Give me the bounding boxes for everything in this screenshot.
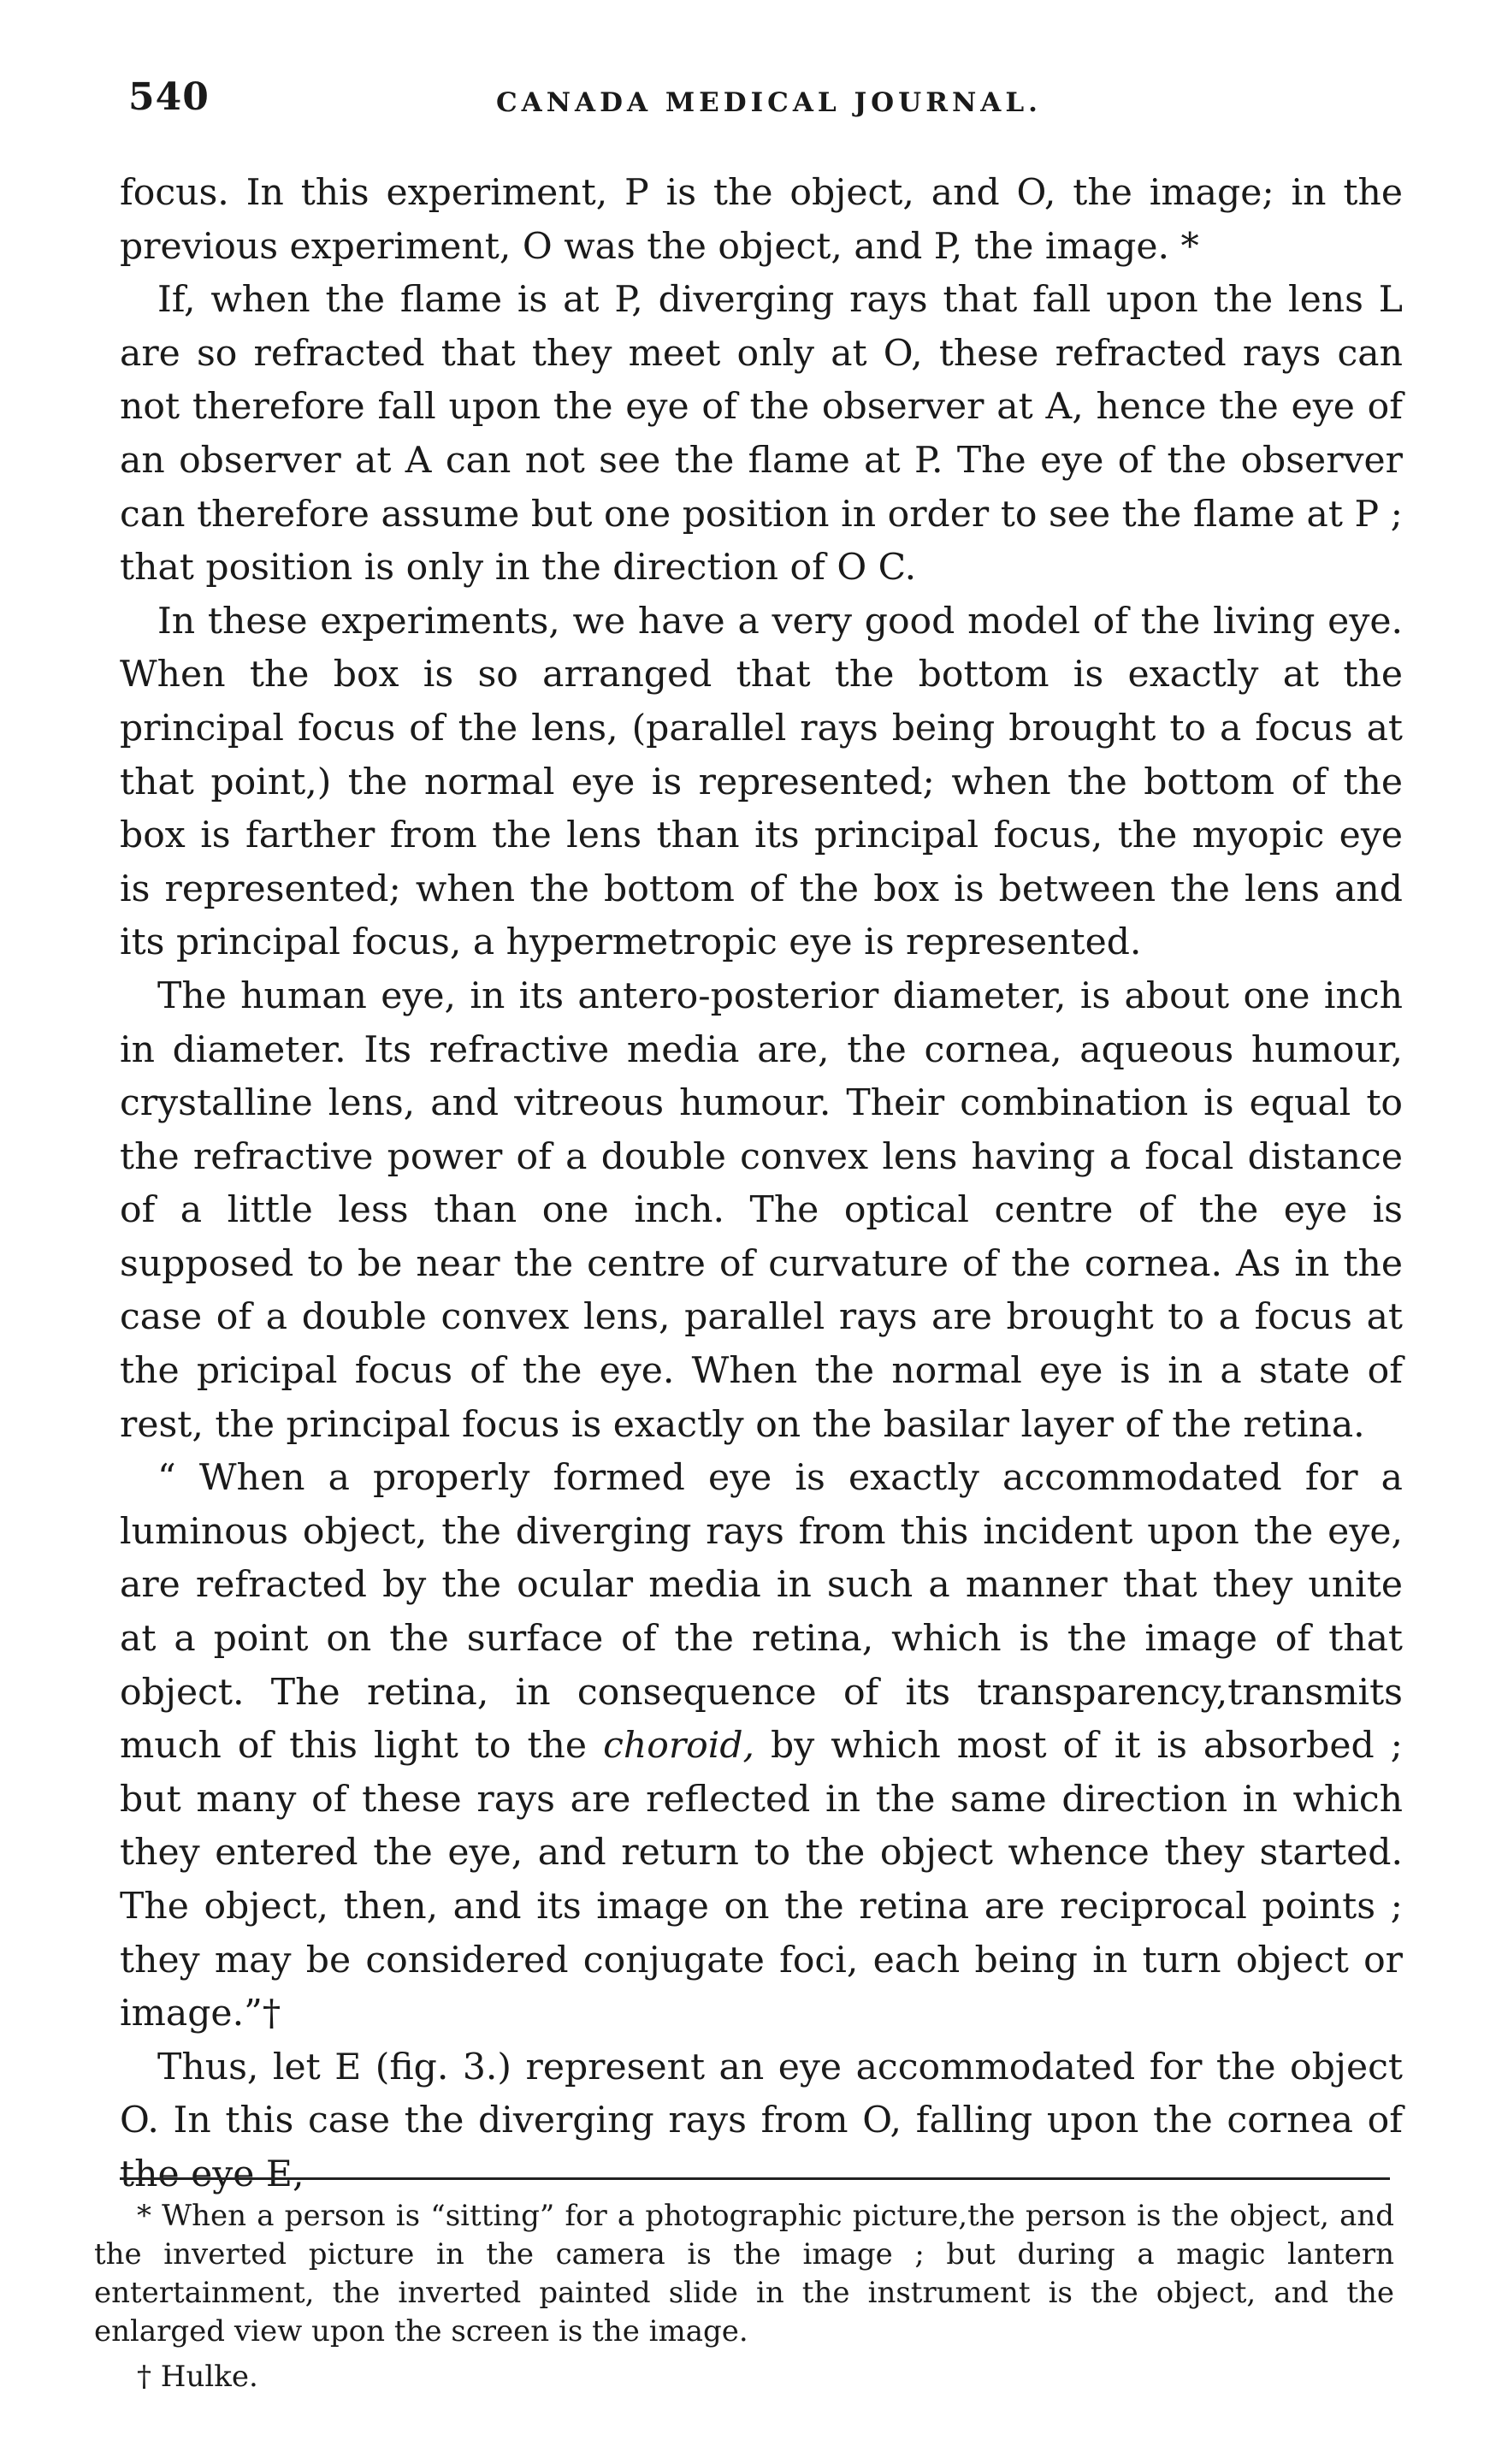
paragraph-5-quotation bbox=[120, 1452, 1403, 2041]
body-text bbox=[120, 167, 1403, 2202]
footnote-divider bbox=[120, 2177, 1390, 2180]
page-number: 540 bbox=[128, 75, 210, 119]
paragraph-1: focus. In this experiment, P is the object, and O, the image; in the previous experiment, O was the object, and P, the image. * bbox=[120, 172, 1403, 268]
paragraph-6: Thus, let E (fig. 3.) represent an eye accommodated for the object O. In this case the diverging rays from O, falling upon the cornea of the eye E, bbox=[120, 2046, 1403, 2195]
italic-term-choroid: choroid, bbox=[603, 1725, 755, 1768]
footnote-dagger: † Hulke. bbox=[137, 2360, 258, 2394]
paragraph-4: The human eye, in its antero-posterior diameter, is about one inch in diameter. Its refractive media are, the cornea, aqueous humour, crystalline lens, and vitreous humour. Their combination is equal to the refractive power of a double convex lens having a focal distance of a little less than one inch. The optical centre of the eye is supposed to be near the centre of curvature of the cornea. As in the case of a double convex lens, parallel rays are brought to a focus at the pricipal focus of the eye. When the normal eye is in a state of rest, the principal focus is exactly on the basilar layer of the retina. bbox=[120, 974, 1403, 1446]
footnote-asterisk: * When a person is “sitting” for a photographic picture,the person is the object, and the inverted picture in the camera is the image ; but during a magic lantern entertainment, the inverted painted slide in the instrument is the object, and the enlarged view upon the screen is the image. bbox=[94, 2199, 1394, 2348]
paragraph-3: In these experiments, we have a very good model of the living eye. When the box is so arranged that the bottom is exactly at the principal focus of the lens, (parallel rays being brought to a focus at that point,) the normal eye is represented; when the bottom of the box is farther from the lens than its principal focus, the myopic eye is represented; when the bottom of the box is between the lens and its principal focus, a hypermetropic eye is represented. bbox=[120, 600, 1403, 964]
page-header bbox=[128, 75, 1403, 135]
quotation-text-end: by which most of it is absorbed ; but many of these rays are reflected in the same direction in which they entered the eye, and return to the object whence they started. The object, then, and its image on the retina are reciprocal points ; they may be considered conjugate foci, each being in turn object or image.”† bbox=[120, 1725, 1403, 2035]
quotation-text-start: “ When a properly formed eye is exactly accommodated for a luminous object, the diverging rays from this incident upon the eye, are refracted by the ocular media in such a manner that they unite at a point on the surface of the retina, which is the image of that object. The retina, in consequence of its transparency,transmits much of this light to the bbox=[120, 1457, 1403, 1768]
paragraph-2: If, when the flame is at P, diverging rays that fall upon the lens L are so refracted that they meet only at O, these refracted rays can not therefore fall upon the eye of the observer at A, hence the eye of an observer at A can not see the flame at P. The eye of the observer can therefore assume but one position in order to see the flame at P ; that position is only in the direction of O C. bbox=[120, 279, 1403, 589]
running-head: CANADA MEDICAL JOURNAL. bbox=[496, 87, 1042, 118]
footnotes bbox=[94, 2197, 1394, 2396]
